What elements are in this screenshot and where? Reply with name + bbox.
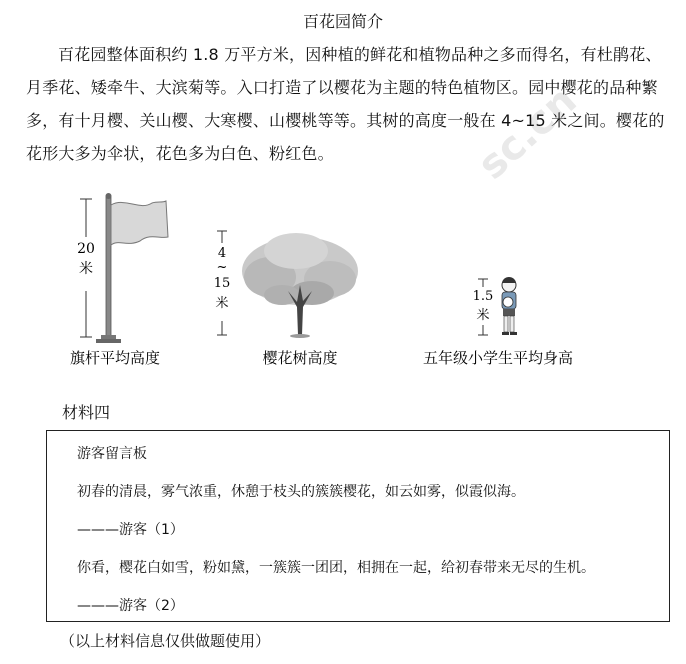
height-comparison-figure: [0, 185, 686, 375]
student-figure: [463, 277, 517, 335]
message-2-text: 你看，樱花白如雪，粉如黛，一簇簇一团团，相拥在一起，给初春带来无尽的生机。: [77, 560, 595, 576]
message-1-text: 初春的清晨，雾气浓重，休憩于枝头的簇簇樱花，如云如雾，似霞似海。: [77, 484, 525, 500]
flagpole-height-number: 20: [77, 241, 95, 257]
board-title: 游客留言板: [77, 446, 147, 462]
footnote: （以上材料信息仅供做题使用）: [60, 632, 271, 650]
flagpole-caption: 旗杆平均高度: [69, 349, 161, 367]
student-caption: 五年级小学生平均身高: [422, 349, 574, 367]
intro-paragraph: 百花园整体面积约 1.8 万平方米，因种植的鲜花和植物品种之多而得名，有杜鹃花、月季花、矮牵牛、大滨菊等。入口打造了以樱花为主题的特色植物区。园中樱花的品种繁多，有十月樱、关山樱、大寒樱、山樱桃等等。其树的高度一般在 4~15 米之间。樱花的花形大多为伞状，花色多为白色、粉红色。: [26, 45, 665, 163]
page-title: 百花园简介: [302, 12, 383, 31]
watermark: sc.cn: [469, 77, 586, 189]
student-height-number: 1.5: [472, 289, 494, 304]
message-1-author: ———游客（1）: [77, 522, 184, 538]
student-height-unit: 米: [476, 308, 490, 323]
flagpole-height-unit: 米: [79, 261, 93, 277]
tree-height-unit: 米: [215, 296, 229, 311]
tree-height-max: 15: [213, 276, 231, 291]
cherry-tree-figure: [214, 231, 358, 338]
tree-height-min: 4: [217, 246, 227, 261]
guest-message-board: [46, 430, 670, 622]
material-heading: 材料四: [62, 403, 111, 422]
flagpole-figure: [77, 193, 168, 343]
message-2-author: ———游客（2）: [77, 598, 184, 614]
tree-height-tilde: ~: [216, 260, 228, 275]
tree-caption: 樱花树高度: [262, 349, 338, 367]
